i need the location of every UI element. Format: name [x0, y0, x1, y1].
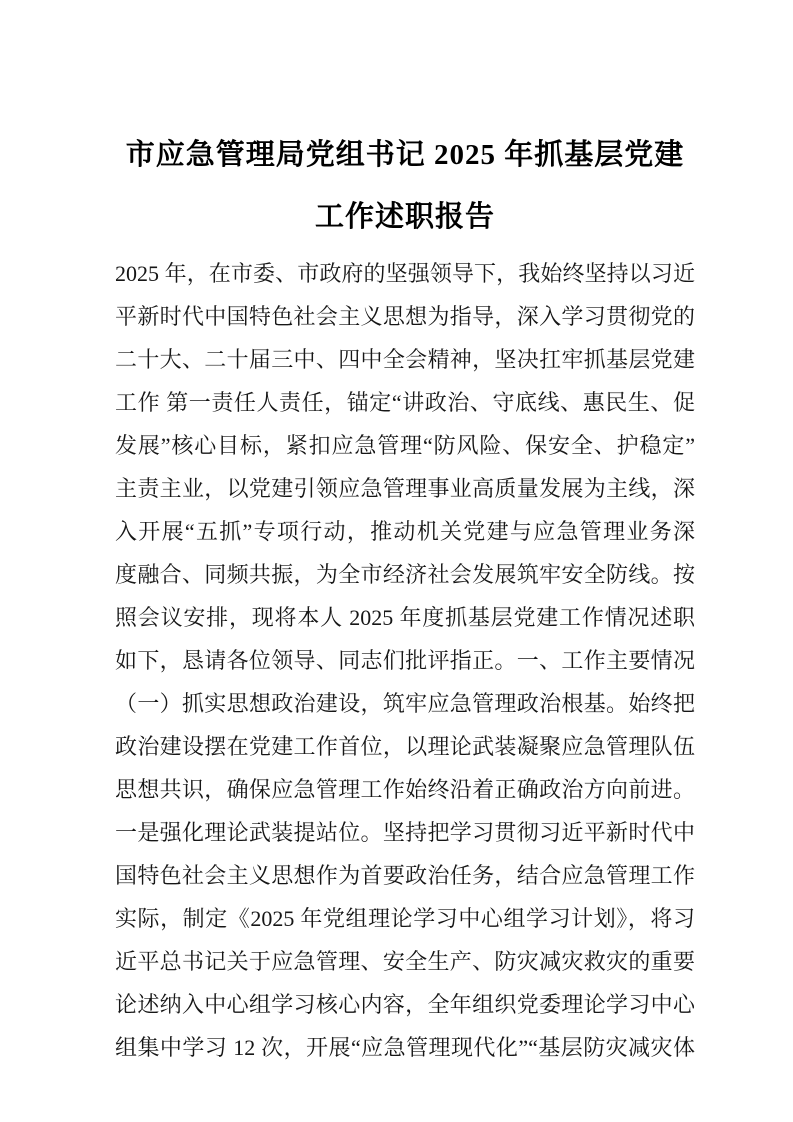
body-line: 近平总书记关于应急管理、安全生产、防灾减灾救灾的重要	[115, 949, 695, 974]
body-line: 工作 第一责任人责任，锚定“讲政治、守底线、惠民生、促	[115, 390, 695, 415]
document-title-line-1: 市应急管理局党组书记 2025 年抓基层党建	[125, 139, 685, 171]
body-line: 国特色社会主义思想作为首要政治任务，结合应急管理工作	[115, 863, 695, 888]
document-title-line-2: 工作述职报告	[314, 201, 495, 233]
body-line: 主责主业，以党建引领应急管理事业高质量发展为主线，深	[115, 476, 695, 501]
body-line: 如下，恳请各位领导、同志们批评指正。一、工作主要情况	[115, 648, 695, 673]
body-line: 政治建设摆在党建工作首位，以理论武装凝聚应急管理队伍	[115, 734, 695, 759]
document-body	[115, 252, 695, 1069]
body-line: 思想共识，确保应急管理工作始终沿着正确政治方向前进。	[115, 777, 695, 802]
body-line: （一）抓实思想政治建设，筑牢应急管理政治根基。始终把	[115, 691, 695, 716]
body-line: 度融合、同频共振，为全市经济社会发展筑牢安全防线。按	[115, 562, 695, 587]
body-line: 一是强化理论武装提站位。坚持把学习贯彻习近平新时代中	[115, 820, 695, 845]
body-line: 论述纳入中心组学习核心内容，全年组织党委理论学习中心	[115, 992, 695, 1017]
body-line: 二十大、二十届三中、四中全会精神，坚决扛牢抓基层党建	[115, 347, 695, 372]
body-line: 组集中学习 12 次，开展“应急管理现代化”“基层防灾减灾体	[115, 1035, 695, 1060]
body-line: 实际，制定《2025 年党组理论学习中心组学习计划》，将习	[115, 906, 695, 931]
body-line: 平新时代中国特色社会主义思想为指导，深入学习贯彻党的	[115, 304, 695, 329]
body-line: 入开展“五抓”专项行动，推动机关党建与应急管理业务深	[115, 519, 695, 544]
body-line: 2025 年，在市委、市政府的坚强领导下，我始终坚持以习近	[115, 261, 695, 286]
document-title	[115, 124, 695, 248]
body-line: 照会议安排，现将本人 2025 年度抓基层党建工作情况述职	[115, 605, 695, 630]
body-line: 发展”核心目标，紧扣应急管理“防风险、保安全、护稳定”	[115, 433, 695, 458]
